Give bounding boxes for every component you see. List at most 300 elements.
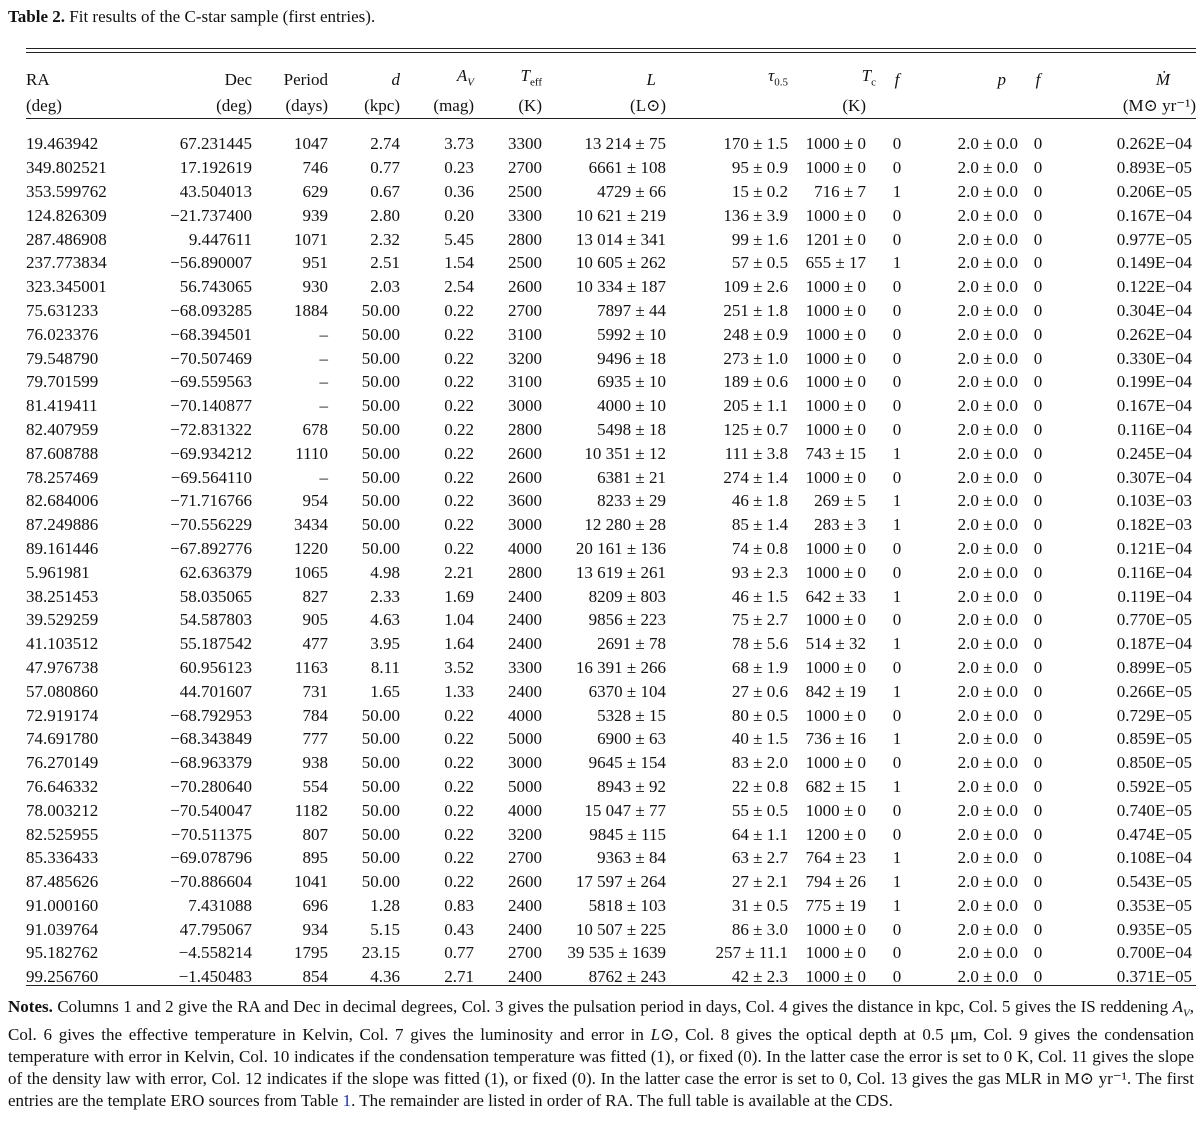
cell-slope-fit-flag: 0: [1033, 396, 1043, 416]
cell-av: 0.77: [444, 943, 474, 963]
cell-av: 1.04: [444, 610, 474, 630]
cell-mlr: 0.330E−04: [1116, 348, 1192, 368]
cell-ra: 85.336433: [26, 848, 99, 868]
cell-distance: 50.00: [361, 443, 400, 463]
cell-tc-fit-flag: 0: [892, 348, 902, 368]
cell-mlr: 0.262E−04: [1116, 324, 1192, 344]
cell-ra: 76.646332: [26, 776, 99, 796]
cell-luminosity: 10 605 ± 262: [575, 253, 666, 273]
col-tau-header: $\tau_{0.5}$: [768, 66, 788, 89]
table-1-link[interactable]: 1: [342, 1091, 352, 1111]
cell-slope-fit-flag: 0: [1033, 372, 1043, 392]
cell-tc: 655 ± 17: [805, 253, 866, 273]
cell-tau: 55 ± 0.5: [731, 800, 788, 820]
cell-av: 0.22: [444, 705, 474, 725]
cell-tc: 514 ± 32: [805, 634, 866, 654]
table-row: [26, 870, 1196, 894]
cell-mlr: 0.199E−04: [1116, 372, 1192, 392]
cell-av: 0.22: [444, 467, 474, 487]
cell-slope: 2.0 ± 0.0: [957, 324, 1018, 344]
cell-teff: 2700: [508, 943, 542, 963]
cell-dec: −69.934212: [170, 443, 252, 463]
cell-teff: 2400: [508, 967, 542, 987]
cell-slope: 2.0 ± 0.0: [957, 800, 1018, 820]
cell-distance: 1.28: [370, 895, 400, 915]
cell-slope-fit-flag: 0: [1033, 753, 1043, 773]
cell-av: 0.36: [444, 181, 474, 201]
cell-dec: −69.564110: [170, 467, 252, 487]
cell-mlr: 0.187E−04: [1116, 634, 1192, 654]
cell-distance: 2.51: [370, 253, 400, 273]
cell-tc-fit-flag: 1: [892, 443, 902, 463]
col-dec-header: Dec: [224, 69, 252, 89]
cell-ra: 79.701599: [26, 372, 99, 392]
cell-tc-fit-flag: 0: [892, 205, 902, 225]
cell-ra: 74.691780: [26, 729, 99, 749]
cell-mlr: 0.266E−05: [1116, 681, 1192, 701]
cell-ra: 47.976738: [26, 657, 99, 677]
cell-slope-fit-flag: 0: [1033, 348, 1043, 368]
cell-tc: 764 ± 23: [805, 848, 866, 868]
cell-tau: 86 ± 3.0: [731, 919, 788, 939]
cell-slope-fit-flag: 0: [1033, 657, 1043, 677]
cell-mlr: 0.859E−05: [1116, 729, 1192, 749]
cell-ra: 99.256760: [26, 967, 99, 987]
cell-tc-fit-flag: 1: [892, 586, 902, 606]
cell-slope: 2.0 ± 0.0: [957, 657, 1018, 677]
cell-av: 0.22: [444, 443, 474, 463]
cell-period: 939: [302, 205, 328, 225]
cell-distance: 0.67: [370, 181, 400, 201]
cell-av: 0.22: [444, 729, 474, 749]
cell-luminosity: 9845 ± 115: [589, 824, 666, 844]
cell-slope: 2.0 ± 0.0: [957, 610, 1018, 630]
cell-slope-fit-flag: 0: [1033, 158, 1043, 178]
cell-period: –: [319, 372, 328, 392]
cell-period: –: [319, 348, 328, 368]
cell-av: 0.83: [444, 895, 474, 915]
cell-slope: 2.0 ± 0.0: [957, 348, 1018, 368]
cell-av: 1.64: [444, 634, 474, 654]
col-teff-header: $T_{eff}$: [520, 66, 542, 89]
cell-tau: 75 ± 2.7: [731, 610, 788, 630]
cell-tc-fit-flag: 1: [892, 491, 902, 511]
cell-mlr: 0.700E−04: [1116, 943, 1192, 963]
cell-tc-fit-flag: 1: [892, 634, 902, 654]
table-row: [26, 323, 1196, 347]
cell-ra: 87.485626: [26, 872, 99, 892]
notes-av-subscript: V: [1183, 1007, 1190, 1020]
cell-mlr: 0.371E−05: [1116, 967, 1192, 987]
table-caption-text: Fit results of the C-star sample (first entries).: [69, 7, 376, 26]
cell-ra: 78.003212: [26, 800, 99, 820]
cell-av: 0.22: [444, 753, 474, 773]
cell-slope-fit-flag: 0: [1033, 300, 1043, 320]
cell-slope-fit-flag: 0: [1033, 610, 1043, 630]
cell-ra: 75.631233: [26, 300, 99, 320]
cell-slope-fit-flag: 0: [1033, 467, 1043, 487]
cell-tau: 27 ± 0.6: [731, 681, 788, 701]
cell-teff: 3100: [508, 372, 542, 392]
table-row: [26, 275, 1196, 299]
table-row: [26, 418, 1196, 442]
cell-slope-fit-flag: 0: [1033, 562, 1043, 582]
cell-tc: 1000 ± 0: [805, 348, 866, 368]
cell-teff: 2800: [508, 419, 542, 439]
cell-luminosity: 9363 ± 84: [597, 848, 666, 868]
cell-period: 1884: [294, 300, 328, 320]
col-mlr-header: Ṁ: [1155, 69, 1170, 89]
cell-period: 938: [302, 753, 328, 773]
cell-ra: 91.000160: [26, 895, 99, 915]
cell-teff: 3300: [508, 134, 542, 154]
cell-period: –: [319, 467, 328, 487]
table-row: [26, 632, 1196, 656]
cell-tc-fit-flag: 0: [892, 967, 902, 987]
cell-period: 854: [302, 967, 328, 987]
cell-teff: 2400: [508, 681, 542, 701]
cell-tc-fit-flag: 0: [892, 824, 902, 844]
table-row: [26, 941, 1196, 965]
col-tc-fit-flag-unit: [880, 94, 914, 121]
cell-period: 3434: [294, 515, 328, 535]
col-slope-fit-flag-unit: [1018, 94, 1058, 121]
cell-luminosity: 10 334 ± 187: [575, 277, 666, 297]
cell-mlr: 0.770E−05: [1116, 610, 1192, 630]
cell-slope: 2.0 ± 0.0: [957, 967, 1018, 987]
cell-distance: 50.00: [361, 396, 400, 416]
col-ra-unit: (deg): [26, 96, 62, 116]
cell-av: 1.54: [444, 253, 474, 273]
cell-distance: 50.00: [361, 872, 400, 892]
cell-ra: 91.039764: [26, 919, 99, 939]
table-row: [26, 228, 1196, 252]
cell-distance: 50.00: [361, 538, 400, 558]
table-row: [26, 347, 1196, 371]
notes-label: Notes.: [8, 997, 53, 1016]
cell-slope-fit-flag: 0: [1033, 515, 1043, 535]
cell-teff: 3300: [508, 657, 542, 677]
col-tau-unit: [678, 94, 788, 121]
cell-ra: 353.599762: [26, 181, 107, 201]
table-row: [26, 751, 1196, 775]
col-tc-fit-flag-header: f: [894, 69, 900, 89]
cell-ra: 95.182762: [26, 943, 99, 963]
cell-teff: 3000: [508, 515, 542, 535]
cell-dec: −70.556229: [170, 515, 252, 535]
cell-distance: 50.00: [361, 515, 400, 535]
cell-dec: 17.192619: [179, 158, 252, 178]
cell-luminosity: 6900 ± 63: [597, 729, 666, 749]
cell-slope: 2.0 ± 0.0: [957, 681, 1018, 701]
cell-period: 696: [302, 895, 328, 915]
cell-dec: 60.956123: [179, 657, 252, 677]
cell-tc-fit-flag: 1: [892, 776, 902, 796]
cell-dec: 43.504013: [179, 181, 252, 201]
cell-teff: 5000: [508, 729, 542, 749]
cell-tau: 251 ± 1.8: [723, 300, 788, 320]
cell-mlr: 0.116E−04: [1117, 419, 1192, 439]
table-row: [26, 489, 1196, 513]
table-row: [26, 894, 1196, 918]
cell-teff: 3200: [508, 824, 542, 844]
cell-av: 0.20: [444, 205, 474, 225]
cell-luminosity: 17 597 ± 264: [575, 872, 666, 892]
cell-ra: 72.919174: [26, 705, 99, 725]
cell-dec: 54.587803: [179, 610, 252, 630]
cell-tau: 274 ± 1.4: [723, 467, 788, 487]
cell-mlr: 0.182E−03: [1116, 515, 1192, 535]
cell-distance: 4.63: [370, 610, 400, 630]
cell-mlr: 0.245E−04: [1116, 443, 1192, 463]
cell-tc: 1000 ± 0: [805, 300, 866, 320]
cell-period: 554: [302, 776, 328, 796]
cell-dec: −70.280640: [170, 776, 252, 796]
cell-av: 0.22: [444, 800, 474, 820]
cell-slope-fit-flag: 0: [1033, 443, 1043, 463]
cell-dec: −56.890007: [170, 253, 252, 273]
cell-slope: 2.0 ± 0.0: [957, 753, 1018, 773]
cell-slope-fit-flag: 0: [1033, 943, 1043, 963]
cell-tc: 269 ± 5: [814, 491, 866, 511]
cell-teff: 3300: [508, 205, 542, 225]
cell-tau: 205 ± 1.1: [723, 396, 788, 416]
table-row: [26, 727, 1196, 751]
cell-tc-fit-flag: 1: [892, 729, 902, 749]
cell-tc-fit-flag: 0: [892, 300, 902, 320]
cell-tc: 1000 ± 0: [805, 467, 866, 487]
cell-distance: 5.15: [370, 919, 400, 939]
cell-mlr: 0.899E−05: [1116, 657, 1192, 677]
cell-av: 0.22: [444, 324, 474, 344]
cell-tau: 27 ± 2.1: [731, 872, 788, 892]
cell-luminosity: 8233 ± 29: [597, 491, 666, 511]
table-row: [26, 561, 1196, 585]
cell-period: 1065: [294, 562, 328, 582]
cell-tc-fit-flag: 1: [892, 681, 902, 701]
cell-distance: 50.00: [361, 776, 400, 796]
cell-distance: 23.15: [361, 943, 400, 963]
fit-results-table: [26, 64, 1196, 989]
cell-mlr: 0.167E−04: [1116, 205, 1192, 225]
cell-distance: 50.00: [361, 729, 400, 749]
col-distance-unit: (kpc): [364, 96, 400, 116]
cell-period: 1163: [294, 657, 328, 677]
notes-text-4: . The first entries are the template ERO sources from Table: [8, 1069, 1194, 1111]
cell-ra: 87.249886: [26, 515, 99, 535]
cell-tau: 170 ± 1.5: [723, 134, 788, 154]
cell-teff: 4000: [508, 800, 542, 820]
cell-distance: 50.00: [361, 824, 400, 844]
cell-luminosity: 7897 ± 44: [597, 300, 666, 320]
cell-tc-fit-flag: 0: [892, 657, 902, 677]
cell-tc-fit-flag: 0: [892, 324, 902, 344]
cell-distance: 4.36: [370, 967, 400, 987]
cell-tc-fit-flag: 0: [892, 705, 902, 725]
cell-av: 0.22: [444, 872, 474, 892]
cell-tc-fit-flag: 0: [892, 372, 902, 392]
cell-slope: 2.0 ± 0.0: [957, 158, 1018, 178]
top-rule: [26, 48, 1196, 49]
cell-tc: 1000 ± 0: [805, 919, 866, 939]
cell-dec: 7.431088: [188, 895, 252, 915]
cell-distance: 2.80: [370, 205, 400, 225]
cell-luminosity: 6935 ± 10: [597, 372, 666, 392]
cell-teff: 3100: [508, 324, 542, 344]
cell-luminosity: 10 507 ± 225: [575, 919, 666, 939]
cell-period: 784: [302, 705, 328, 725]
cell-slope-fit-flag: 0: [1033, 729, 1043, 749]
cell-ra: 237.773834: [26, 253, 107, 273]
cell-tau: 78 ± 5.6: [731, 634, 788, 654]
table-row: [26, 585, 1196, 609]
table-body: [26, 121, 1196, 989]
cell-slope-fit-flag: 0: [1033, 538, 1043, 558]
table-row: [26, 965, 1196, 989]
cell-period: 1795: [294, 943, 328, 963]
cell-dec: −68.963379: [170, 753, 252, 773]
cell-ra: 82.684006: [26, 491, 99, 511]
cell-tc: 1000 ± 0: [805, 277, 866, 297]
cell-period: –: [319, 324, 328, 344]
cell-slope-fit-flag: 0: [1033, 491, 1043, 511]
cell-luminosity: 5992 ± 10: [597, 324, 666, 344]
cell-teff: 2700: [508, 158, 542, 178]
cell-mlr: 0.977E−05: [1116, 229, 1192, 249]
cell-slope: 2.0 ± 0.0: [957, 205, 1018, 225]
cell-ra: 38.251453: [26, 586, 99, 606]
notes-text-3: , Col. 8 gives the optical depth at 0.5 μm, Col. 9 gives the condensation temperature with error in Kelvin, Col. 10 indicates if the condensation temperature was fitted (1), or fixed (0). In the latter case the error is set to 0 K, Col. 11 gives the slope of the density law with error, Col. 12 indicates if the slope was fitted (1), or fixed (0). In the latter case the error is set to 0, Col. 13 gives the gas MLR in: [8, 1025, 1194, 1089]
cell-av: 0.22: [444, 515, 474, 535]
cell-distance: 2.33: [370, 586, 400, 606]
cell-tau: 273 ± 1.0: [723, 348, 788, 368]
cell-mlr: 0.893E−05: [1116, 158, 1192, 178]
cell-tau: 46 ± 1.5: [731, 586, 788, 606]
cell-tau: 83 ± 2.0: [731, 753, 788, 773]
cell-luminosity: 5328 ± 15: [597, 705, 666, 725]
cell-distance: 4.98: [370, 562, 400, 582]
cell-period: 930: [302, 277, 328, 297]
cell-av: 2.54: [444, 277, 474, 297]
cell-ra: 89.161446: [26, 538, 99, 558]
cell-ra: 19.463942: [26, 134, 99, 154]
cell-slope-fit-flag: 0: [1033, 634, 1043, 654]
cell-slope: 2.0 ± 0.0: [957, 705, 1018, 725]
header-row-names: [26, 64, 1196, 94]
cell-distance: 3.95: [370, 634, 400, 654]
cell-tc: 1000 ± 0: [805, 396, 866, 416]
col-slope-header: p: [997, 69, 1006, 89]
cell-teff: 3200: [508, 348, 542, 368]
cell-luminosity: 13 619 ± 261: [575, 562, 666, 582]
table-row: [26, 846, 1196, 870]
table-row: [26, 799, 1196, 823]
cell-dec: 55.187542: [179, 634, 252, 654]
cell-tc: 682 ± 15: [805, 776, 866, 796]
cell-mlr: 0.740E−05: [1116, 800, 1192, 820]
cell-tc-fit-flag: 0: [892, 562, 902, 582]
cell-dec: −67.892776: [170, 538, 252, 558]
col-distance-header: d: [391, 69, 400, 89]
cell-tc: 1000 ± 0: [805, 657, 866, 677]
cell-period: 905: [302, 610, 328, 630]
cell-av: 1.69: [444, 586, 474, 606]
cell-tc: 1000 ± 0: [805, 943, 866, 963]
cell-teff: 2500: [508, 181, 542, 201]
cell-luminosity: 6381 ± 21: [597, 467, 666, 487]
cell-luminosity: 8943 ± 92: [597, 776, 666, 796]
cell-slope-fit-flag: 0: [1033, 205, 1043, 225]
cell-tau: 93 ± 2.3: [731, 562, 788, 582]
cell-luminosity: 8209 ± 803: [588, 586, 666, 606]
cell-tau: 111 ± 3.8: [724, 443, 788, 463]
cell-slope: 2.0 ± 0.0: [957, 134, 1018, 154]
cell-luminosity: 39 535 ± 1639: [567, 943, 666, 963]
cell-distance: 50.00: [361, 753, 400, 773]
cell-teff: 2400: [508, 895, 542, 915]
cell-dec: −69.078796: [170, 848, 252, 868]
cell-ra: 76.270149: [26, 753, 99, 773]
cell-luminosity: 10 621 ± 219: [575, 205, 666, 225]
cell-period: 807: [302, 824, 328, 844]
cell-slope: 2.0 ± 0.0: [957, 634, 1018, 654]
cell-slope-fit-flag: 0: [1033, 419, 1043, 439]
cell-slope: 2.0 ± 0.0: [957, 467, 1018, 487]
cell-ra: 81.419411: [26, 396, 98, 416]
cell-distance: 2.32: [370, 229, 400, 249]
col-luminosity-unit: (L⊙): [630, 96, 666, 116]
cell-av: 1.33: [444, 681, 474, 701]
cell-mlr: 0.592E−05: [1116, 776, 1192, 796]
table-row: [26, 204, 1196, 228]
notes-mlr-unit: M⊙ yr⁻¹: [1064, 1069, 1127, 1089]
cell-distance: 2.03: [370, 277, 400, 297]
cell-av: 0.22: [444, 824, 474, 844]
cell-ra: 87.608788: [26, 443, 99, 463]
cell-period: 731: [302, 681, 328, 701]
cell-mlr: 0.543E−05: [1116, 872, 1192, 892]
cell-tc-fit-flag: 0: [892, 943, 902, 963]
cell-tau: 31 ± 0.5: [731, 895, 788, 915]
cell-slope: 2.0 ± 0.0: [957, 872, 1018, 892]
cell-luminosity: 12 280 ± 28: [584, 515, 666, 535]
cell-av: 5.45: [444, 229, 474, 249]
cell-distance: 50.00: [361, 705, 400, 725]
table-row: [26, 823, 1196, 847]
cell-tc-fit-flag: 0: [892, 467, 902, 487]
cell-tc: 1000 ± 0: [805, 205, 866, 225]
cell-teff: 2800: [508, 229, 542, 249]
cell-dec: 56.743065: [179, 277, 252, 297]
cell-tau: 99 ± 1.6: [731, 229, 788, 249]
cell-teff: 2700: [508, 300, 542, 320]
cell-period: 1071: [294, 229, 328, 249]
cell-slope: 2.0 ± 0.0: [957, 181, 1018, 201]
cell-slope: 2.0 ± 0.0: [957, 396, 1018, 416]
cell-luminosity: 5498 ± 18: [597, 419, 666, 439]
cell-tc-fit-flag: 1: [892, 515, 902, 535]
notes-av-symbol: A: [1172, 997, 1184, 1016]
notes-text-2: , Col. 6 gives the effective temperature in Kelvin, Col. 7 gives the luminosity and error in: [8, 997, 1194, 1045]
cell-slope-fit-flag: 0: [1033, 134, 1043, 154]
cell-tc: 1000 ± 0: [805, 967, 866, 987]
cell-tc-fit-flag: 0: [892, 419, 902, 439]
cell-tc: 1000 ± 0: [805, 372, 866, 392]
cell-slope: 2.0 ± 0.0: [957, 562, 1018, 582]
cell-teff: 2600: [508, 467, 542, 487]
cell-period: 1220: [294, 538, 328, 558]
cell-dec: 9.447611: [188, 229, 252, 249]
